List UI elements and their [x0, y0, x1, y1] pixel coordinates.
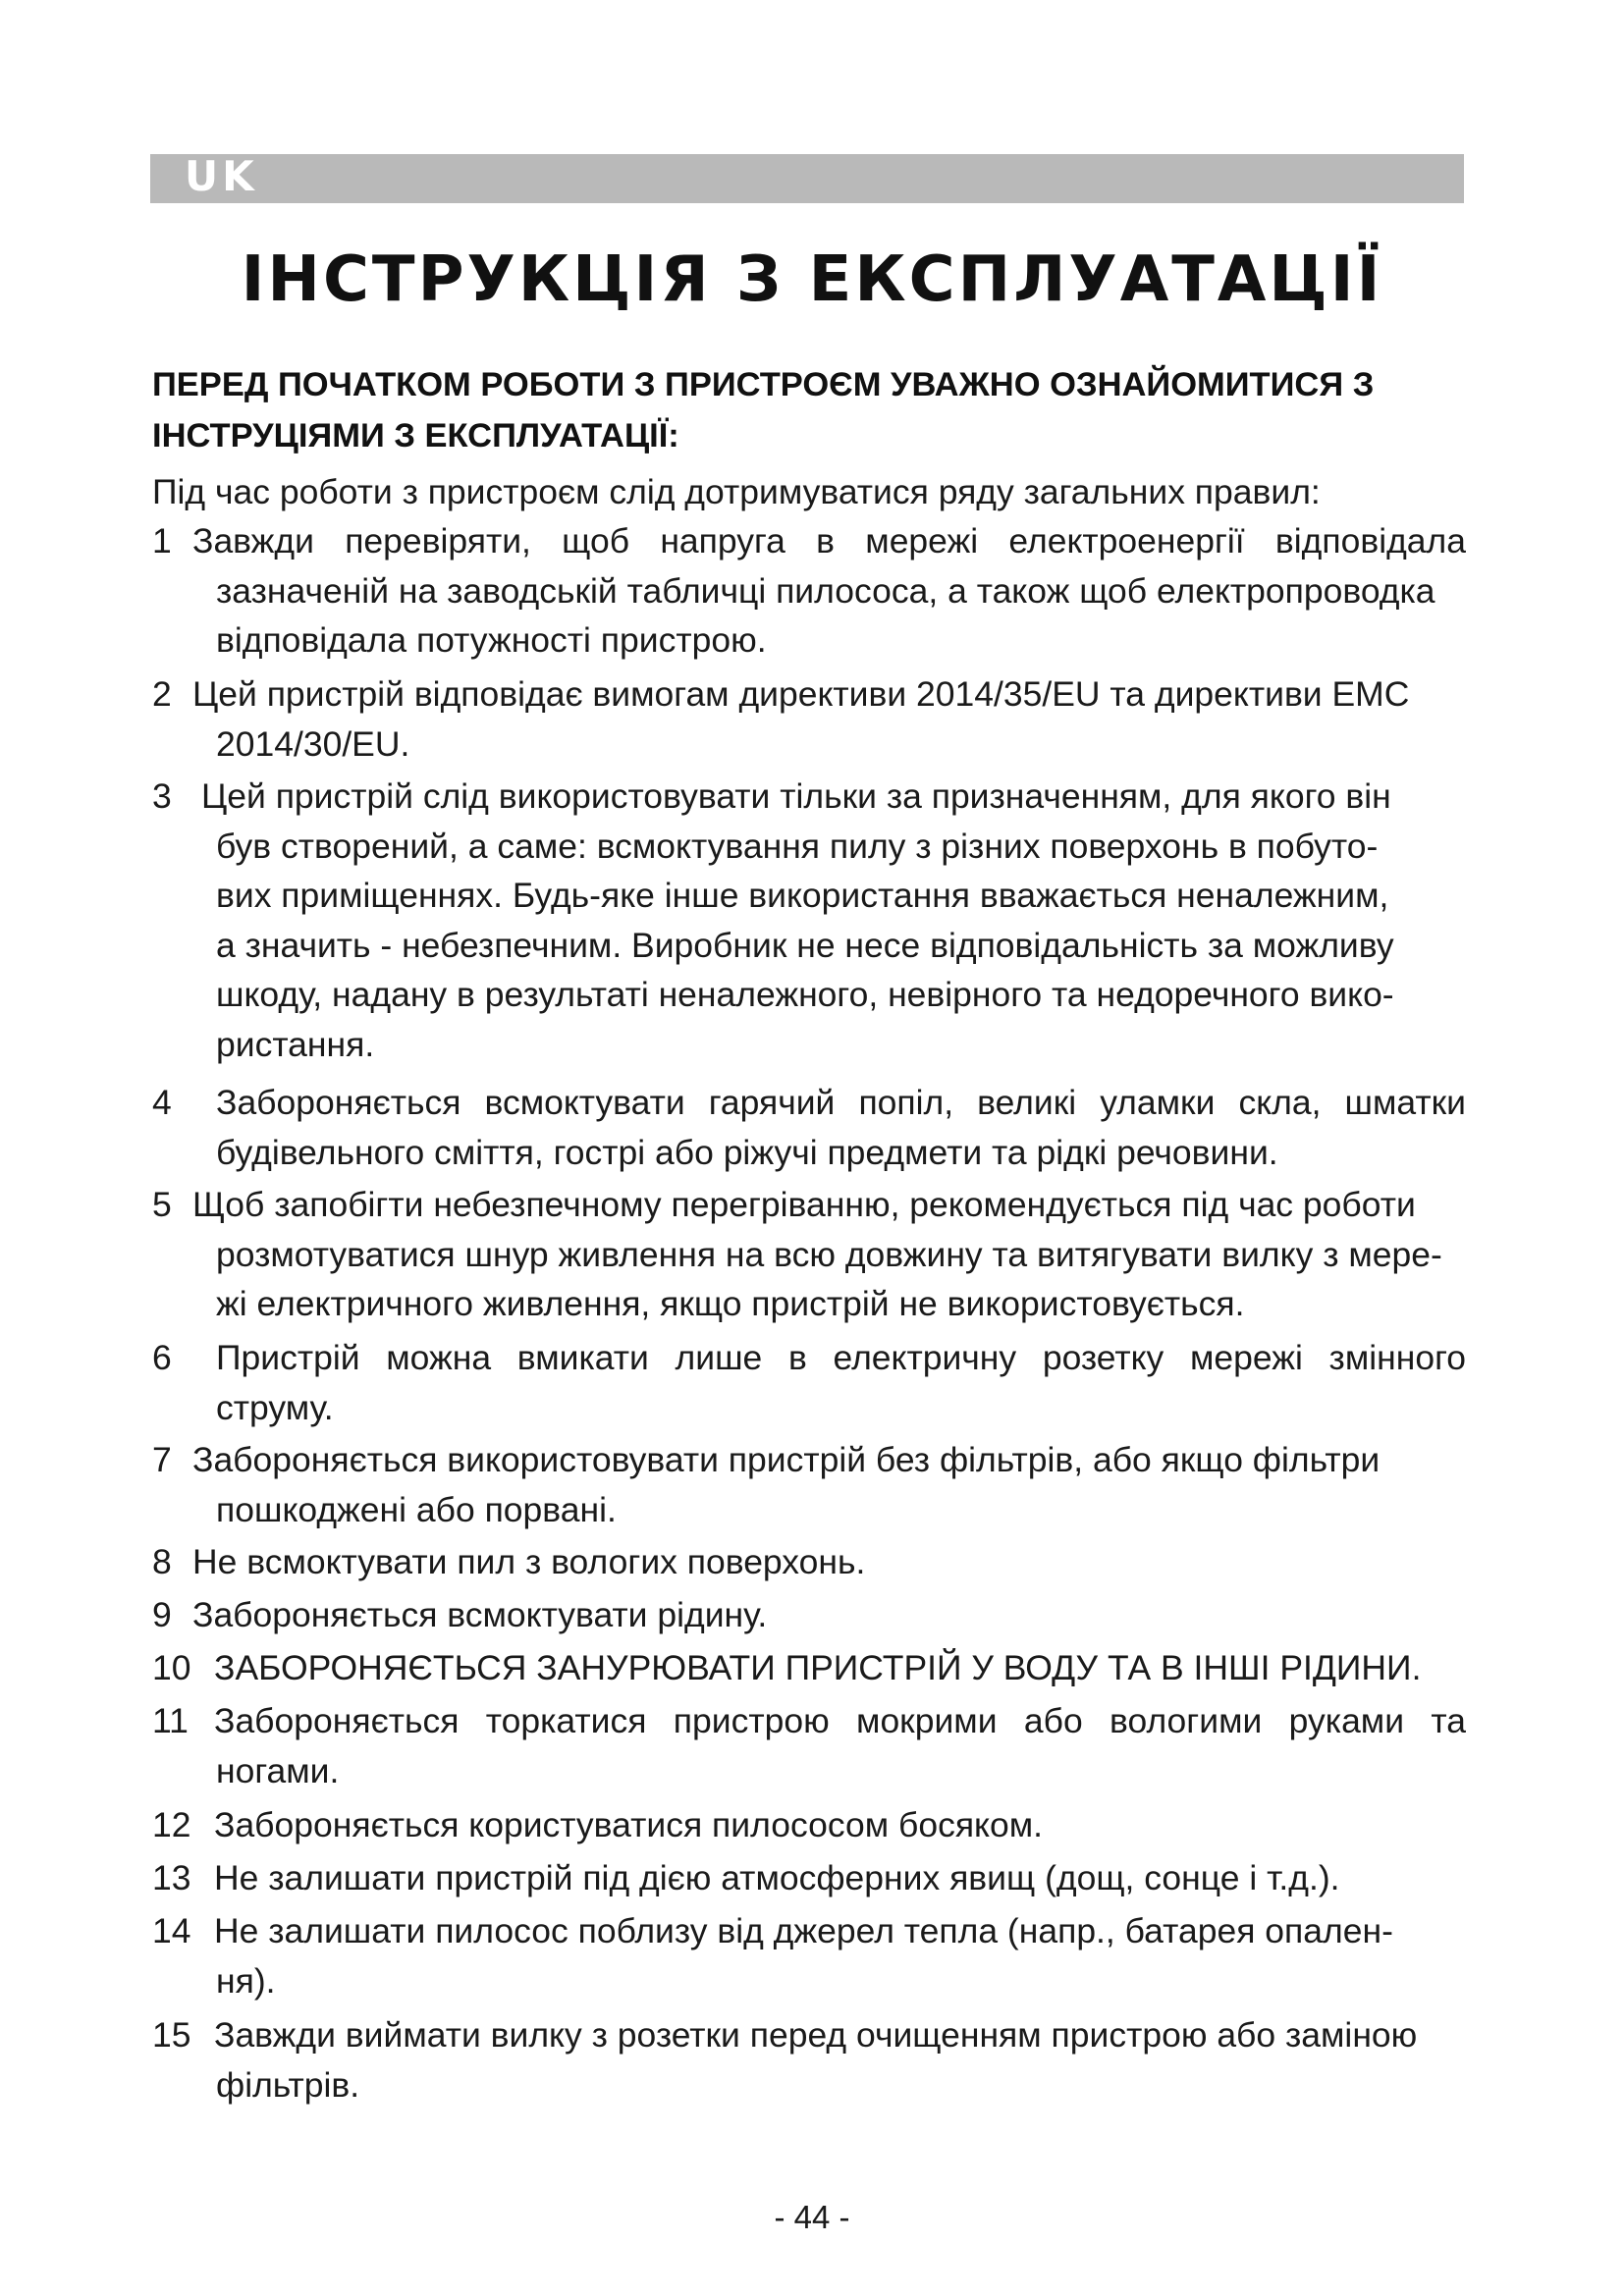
item-number: 1 — [152, 521, 172, 561]
item-line: Забороняється торкатися пристрою мокрими або вологими руками та — [214, 1701, 1466, 1740]
item-number: 5 — [152, 1185, 172, 1224]
list-item — [0, 1906, 1466, 2005]
item-number: 10 — [152, 1648, 191, 1687]
item-line: а значить - небезпечним. Виробник не несе відповідальність за можливу — [216, 925, 1394, 965]
item-number: 4 — [152, 1083, 172, 1122]
item-line: розмотуватися шнур живлення на всю довжину та витягувати вилку з мере- — [216, 1234, 1442, 1274]
list-item — [0, 1333, 1466, 1432]
item-line: ня). — [216, 1960, 276, 2001]
item-number: 7 — [152, 1440, 172, 1479]
item-line: Забороняється всмоктувати гарячий попіл, великі уламки скла, шматки — [216, 1083, 1466, 1122]
item-number: 11 — [152, 1701, 189, 1740]
list-item — [0, 1696, 1466, 1795]
list-item — [0, 2010, 1466, 2109]
list-item — [0, 1180, 1466, 1329]
item-line: Цей пристрій відповідає вимогам директиви 2014/35/EU та директиви EMC — [192, 674, 1410, 714]
item-line: Не всмоктувати пил з вологих поверхонь. — [192, 1542, 866, 1581]
intro-text: Під час роботи з пристроєм слід дотримуватися ряду загальних правил: — [152, 472, 1321, 511]
item-number: 14 — [152, 1911, 191, 1950]
item-line: струму. — [216, 1387, 334, 1427]
list-item — [0, 1435, 1466, 1534]
item-line: Завжди перевіряти, щоб напруга в мережі електроенергії відповідала — [192, 521, 1466, 561]
item-line: жі електричного живлення, якщо пристрій не використовується. — [216, 1284, 1245, 1323]
item-line: Завжди виймати вилку з розетки перед очищенням пристрою або заміною — [214, 2015, 1418, 2055]
list-item — [0, 1643, 1466, 1693]
item-number: 9 — [152, 1595, 172, 1634]
list-item — [0, 1590, 1466, 1640]
language-code: UK — [185, 152, 258, 200]
page-title: ІНСТРУКЦІЯ З ЕКСПЛУАТАЦІЇ — [241, 243, 1383, 316]
item-line: зазначеній на заводській табличці пилососа, а також щоб електропроводка — [216, 570, 1435, 611]
list-item — [0, 1800, 1466, 1850]
item-line: Не залишати пилосос поблизу від джерел тепла (напр., батарея опален- — [214, 1911, 1393, 1950]
item-number: 13 — [152, 1858, 191, 1897]
item-line: Забороняється використовувати пристрій без фільтрів, або якщо фільтри — [192, 1440, 1380, 1479]
list-item — [0, 1537, 1466, 1587]
item-line: фільтрів. — [216, 2064, 360, 2105]
item-line: відповідала потужності пристрою. — [216, 620, 767, 660]
item-line: шкоду, надану в результаті неналежного, невірного та недоречного вико- — [216, 975, 1394, 1014]
item-number: 2 — [152, 674, 172, 714]
item-line: 2014/30/EU. — [216, 723, 410, 764]
section-heading-line: ПЕРЕД ПОЧАТКОМ РОБОТИ З ПРИСТРОЄМ УВАЖНО ОЗНАЙОМИТИСЯ З — [152, 366, 1375, 403]
item-line: ЗАБОРОНЯЄТЬСЯ ЗАНУРЮВАТИ ПРИСТРІЙ У ВОДУ ТА В ІНШІ РІДИНИ. — [214, 1648, 1422, 1687]
item-number: 3 — [152, 776, 172, 816]
item-line: Забороняється користуватися пилососом босяком. — [214, 1805, 1043, 1844]
item-number: 8 — [152, 1542, 172, 1581]
page-number: - 44 - — [774, 2199, 850, 2235]
item-line: Пристрій можна вмикати лише в електричну розетку мережі змінного — [216, 1338, 1466, 1377]
list-item — [0, 772, 1466, 1069]
item-line: Щоб запобігти небезпечному перегріванню, рекомендується під час роботи — [192, 1185, 1416, 1224]
item-line: був створений, а саме: всмоктування пилу з різних поверхонь в побуто- — [216, 826, 1379, 866]
item-number: 12 — [152, 1805, 191, 1844]
item-line: Не залишати пристрій під дією атмосферних явищ (дощ, сонце і т.д.). — [214, 1858, 1340, 1897]
section-heading-line: ІНСТРУЦІЯМИ З ЕКСПЛУАТАЦІЇ: — [152, 417, 679, 454]
item-line: пошкоджені або порвані. — [216, 1489, 617, 1529]
language-bar — [150, 154, 1464, 203]
section-heading — [152, 359, 1468, 461]
item-line: вих приміщеннях. Будь-яке інше використання вважається неналежним, — [216, 876, 1389, 915]
item-line: ногами. — [216, 1750, 340, 1790]
item-number: 6 — [152, 1338, 172, 1377]
item-line: ристання. — [216, 1024, 375, 1064]
list-item — [0, 669, 1466, 769]
item-number: 15 — [152, 2015, 191, 2055]
item-line: будівельного сміття, гострі або ріжучі предмети та рідкі речовини. — [216, 1132, 1278, 1172]
list-item — [0, 1078, 1466, 1177]
item-line: Цей пристрій слід використовувати тільки за призначенням, для якого він — [201, 776, 1391, 816]
list-item — [0, 1853, 1466, 1903]
list-item — [0, 516, 1466, 666]
item-line: Забороняється всмоктувати рідину. — [192, 1595, 768, 1634]
